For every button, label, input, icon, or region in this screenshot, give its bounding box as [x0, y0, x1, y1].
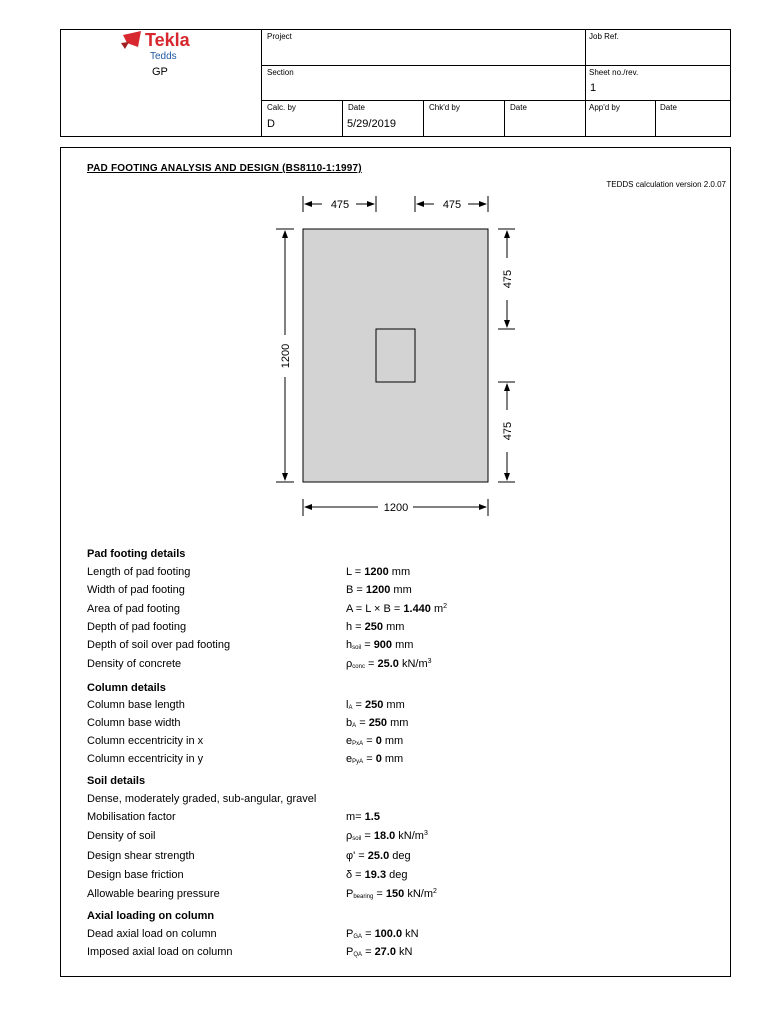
calc-by-value: D	[267, 118, 275, 130]
ecc-y-label: Column eccentricity in y	[87, 753, 204, 765]
column-width-label: Column base width	[87, 717, 181, 729]
date-label: Date	[348, 103, 365, 112]
axial-heading: Axial loading on column	[87, 910, 215, 922]
base-friction-label: Design base friction	[87, 869, 184, 881]
soil-depth-label: Depth of soil over pad footing	[87, 639, 231, 651]
imposed-load-value: PQA = 27.0 kN	[346, 946, 413, 958]
date-value: 5/29/2019	[347, 118, 396, 130]
pad-heading: Pad footing details	[87, 548, 186, 560]
calc-version: TEDDS calculation version 2.0.07	[606, 180, 726, 189]
date3-label: Date	[660, 103, 677, 112]
concrete-density-label: Density of concrete	[87, 658, 182, 670]
imposed-load-label: Imposed axial load on column	[87, 946, 233, 958]
column-length-value: lA = 250 mm	[346, 699, 405, 711]
ecc-y-value: ePyA = 0 mm	[346, 753, 404, 765]
brand-name: Tekla	[145, 30, 190, 50]
mobilisation-label: Mobilisation factor	[87, 811, 176, 823]
column-width-value: bA = 250 mm	[346, 717, 409, 729]
sheet-value: 1	[590, 82, 597, 94]
pad-length-value: L = 1200 mm	[346, 566, 411, 578]
ecc-x-label: Column eccentricity in x	[87, 735, 204, 747]
pad-depth-label: Depth of pad footing	[87, 621, 187, 633]
soil-density-label: Density of soil	[87, 830, 156, 842]
calc-by-label: Calc. by	[267, 103, 296, 112]
job-ref-label: Job Ref.	[589, 32, 619, 41]
project-label: Project	[267, 32, 292, 41]
concrete-density-value: ρconc = 25.0 $kN/m^3$	[346, 658, 432, 670]
column-length-label: Column base length	[87, 699, 185, 711]
product-name: Tedds	[150, 51, 177, 62]
dim-top-left-text: 475	[330, 199, 350, 211]
ecc-x-value: ePxA = 0 mm	[346, 735, 404, 747]
soil-heading: Soil details	[87, 775, 146, 787]
dim-right-top-text: 475	[502, 269, 514, 289]
dim-bottom-text: 1200	[383, 502, 409, 514]
chkd-by-label: Chk'd by	[429, 103, 460, 112]
footing-rect	[303, 229, 488, 482]
soil-depth-value: hsoil = 900 mm	[346, 639, 414, 651]
dead-load-label: Dead axial load on column	[87, 928, 217, 940]
pad-depth-value: h = 250 mm	[346, 621, 405, 633]
base-friction-value: δ = 19.3 deg	[346, 869, 408, 881]
pad-length-label: Length of pad footing	[87, 566, 191, 578]
dim-left-text: 1200	[280, 343, 292, 369]
soil-description: Dense, moderately graded, sub-angular, gravel	[87, 793, 317, 805]
shear-strength-label: Design shear strength	[87, 850, 195, 862]
column-heading: Column details	[87, 682, 166, 694]
sheet-label: Sheet no./rev.	[589, 68, 639, 77]
shear-strength-value: φ' = 25.0 deg	[346, 850, 411, 862]
bearing-pressure-label: Allowable bearing pressure	[87, 888, 220, 900]
pad-width-label: Width of pad footing	[87, 584, 185, 596]
pad-width-value: B = 1200 mm	[346, 584, 412, 596]
section-label: Section	[267, 68, 294, 77]
company-name: GP	[152, 66, 168, 78]
dead-load-value: PGA = 100.0 kN	[346, 928, 419, 940]
mobilisation-value: m= 1.5	[346, 811, 380, 823]
dim-right-bottom-text: 475	[502, 421, 514, 441]
bearing-pressure-value: Pbearing = 150 $kN/m^2$	[346, 888, 437, 900]
pad-area-label: Area of pad footing	[87, 603, 180, 615]
dim-top-right-text: 475	[442, 199, 462, 211]
soil-density-value: ρsoil = 18.0 $kN/m^3$	[346, 830, 428, 842]
doc-title: PAD FOOTING ANALYSIS AND DESIGN (BS8110-1:1997)	[87, 163, 362, 174]
appd-by-label: App'd by	[589, 103, 620, 112]
date2-label: Date	[510, 103, 527, 112]
pad-area-value: A = L × B = 1.440 $m^2$	[346, 603, 448, 615]
